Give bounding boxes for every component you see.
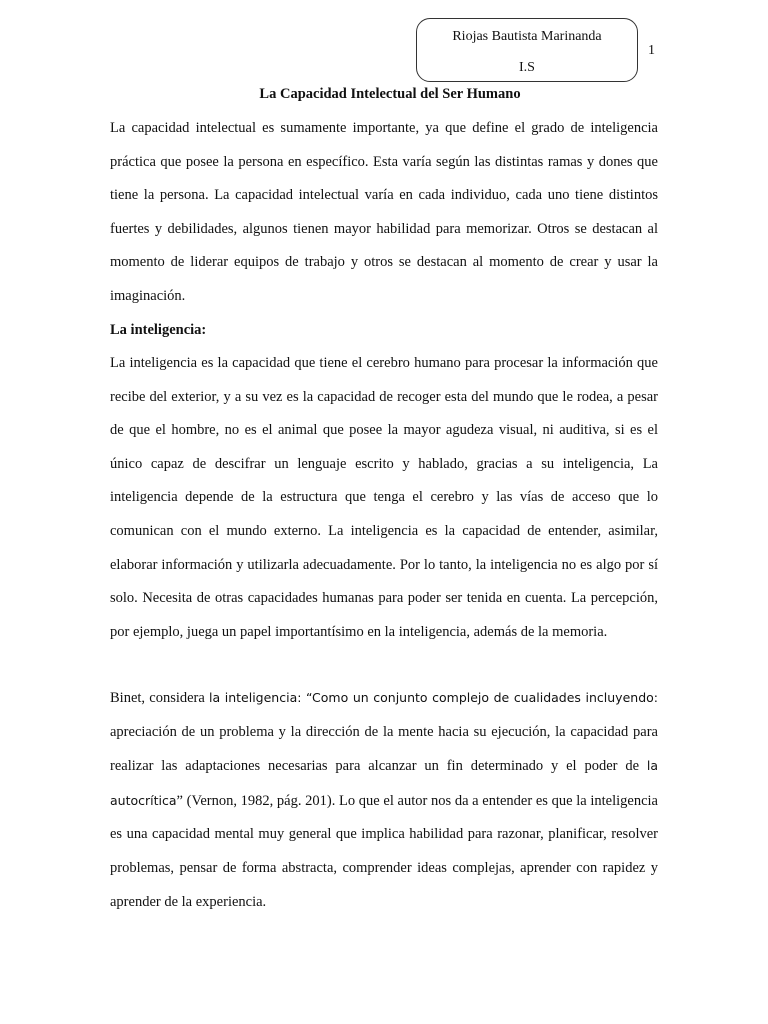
group-code: I.S <box>519 60 535 75</box>
document-title: La Capacidad Intelectual del Ser Humano <box>259 86 521 102</box>
header-author-box <box>416 18 638 82</box>
intro-paragraph <box>110 112 658 314</box>
page-number: 1 <box>648 43 655 58</box>
paragraph-text: La inteligencia es la capacidad que tiene el cerebro humano para procesar la información que recibe del exterior, y a su vez es la capacidad de recoger esta del mundo que le rodea, a pesar de que el hombre, no es el animal que posee la mayor agudeza visual, ni auditiva, si es el único capaz de descifrar un lenguaje escrito y hablado, gracias a su inteligencia, La inteligencia depende de la estructura que tenga el cerebro y las vías de acceso que lo comunican con el mundo externo. La inteligencia es la capacidad de entender, asimilar, elaborar información y utilizarla adecuadamente. Por lo tanto, la inteligencia no es algo por sí solo. Necesita de otras capacidades humanas para poder ser tenida en cuenta. La percepción, por ejemplo, juega un papel importantísimo en la inteligencia, además de la memoria. <box>110 355 658 640</box>
binet-paragraph <box>110 681 658 919</box>
paragraph-tail: ” (Vernon, 1982, pág. 201). Lo que el autor nos da a entender es que la inteligencia es una capacidad mental muy general que implica habilidad para razonar, planificar, resolver problemas, pensar de forma abstracta, comprender ideas complejas, aprender con rapidez y aprender de la experiencia. <box>110 792 658 910</box>
paragraph-lead: Binet, considera <box>110 690 210 706</box>
quote-fragment: la inteligencia: “Como un conjunto complejo de cualidades incluyendo: <box>209 690 658 705</box>
paragraph-text: La capacidad intelectual es sumamente importante, ya que define el grado de inteligencia práctica que posee la persona en específico. Esta varía según las distintas ramas y dones que tiene la persona. La capacidad intelectual varía en cada individuo, cada uno tiene distintos fuertes y debilidades, algunos tienen mayor habilidad para memorizar. Otros se destacan al momento de liderar equipos de trabajo y otros se destacan al momento de crear y usar la imaginación. <box>110 120 658 304</box>
section-heading: La inteligencia: <box>110 322 207 338</box>
intelligence-paragraph <box>110 347 658 649</box>
paragraph-middle: apreciación de un problema y la dirección de la mente hacia su ejecución, la capacidad para realizar las adaptaciones necesarias para alcanzar un fin determinado y el poder de <box>110 723 658 775</box>
paragraph-text <box>110 681 658 919</box>
author-name: Riojas Bautista Marinanda <box>452 29 602 44</box>
quote-fragment: la autocrítica <box>110 758 658 808</box>
